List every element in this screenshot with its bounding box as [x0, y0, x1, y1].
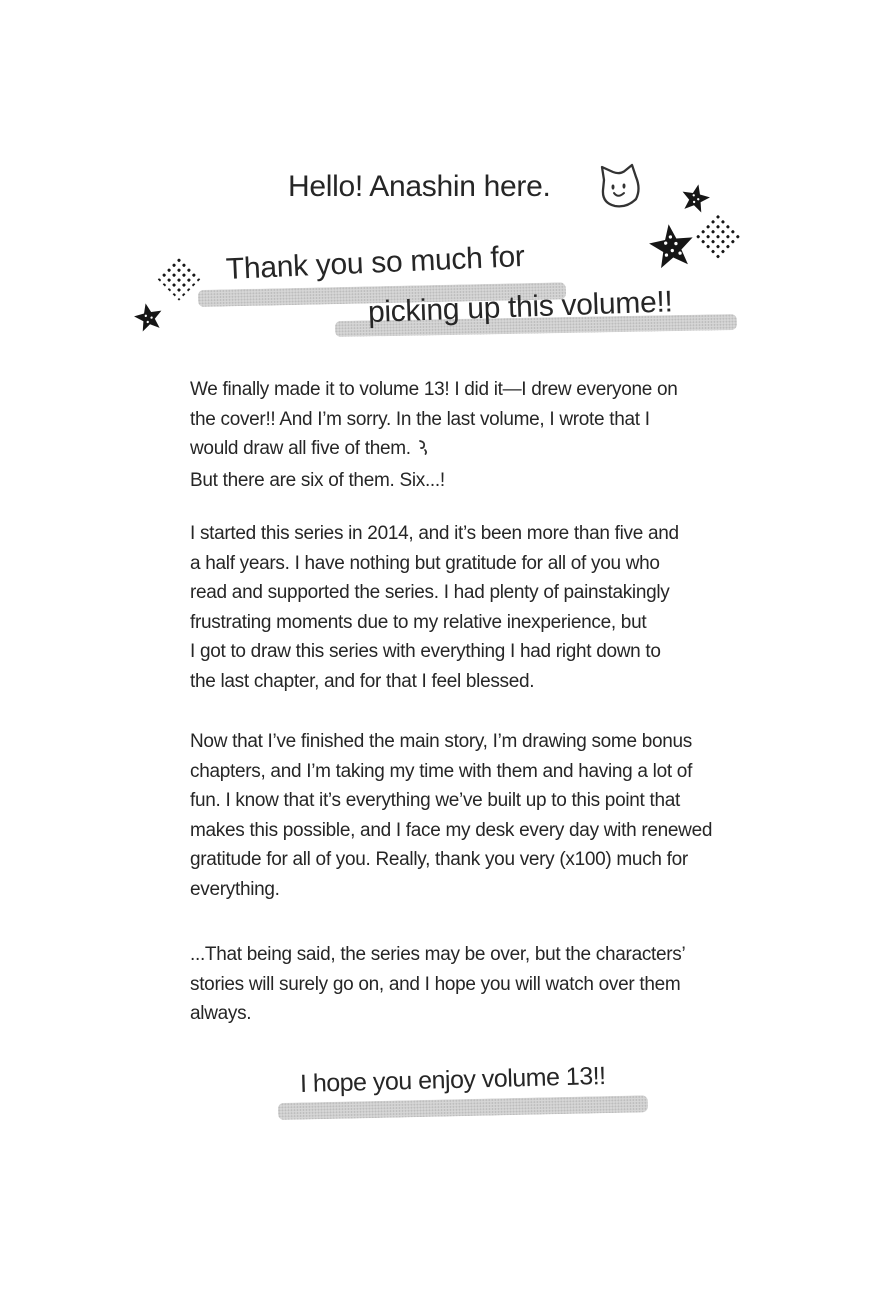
- text-line: I started this series in 2014, and it’s been more than five and: [190, 523, 679, 544]
- text-line: a half years. I have nothing but gratitude for all of you who: [190, 552, 660, 574]
- closing-heading: I hope you enjoy volume 13!!: [299, 1062, 606, 1098]
- text-line: ...That being said, the series may be over, but the characters’: [190, 944, 686, 965]
- afterword-paragraph-3: [190, 727, 712, 904]
- cat-face-icon: [595, 163, 645, 215]
- halftone-dots-left-icon: [156, 255, 201, 300]
- afterword-paragraph-2: [190, 519, 679, 696]
- text-line: stories will surely go on, and I hope you will watch over them: [190, 973, 681, 995]
- text-line: everything.: [190, 878, 280, 900]
- thanks-heading-line1: Thank you so much for: [225, 239, 526, 286]
- text-line: fun. I know that it’s everything we’ve built up to this point that: [190, 790, 680, 811]
- text-line: chapters, and I’m taking my time with them and having a lot of: [190, 760, 693, 782]
- text-line: the cover!! And I’m sorry. In the last volume, I wrote that I: [190, 408, 650, 430]
- text-line: We finally made it to volume 13! I did it—I drew everyone on: [190, 379, 678, 400]
- thanks-heading-line2: picking up this volume!!: [367, 285, 673, 329]
- text-line: the last chapter, and for that I feel blessed.: [190, 670, 535, 692]
- squiggle-icon: [416, 436, 429, 466]
- text-line-content: would draw all five of them.: [190, 438, 411, 459]
- text-line: gratitude for all of you. Really, thank you very (x100) much for: [190, 849, 688, 870]
- text-line: I got to draw this series with everything I had right down to: [190, 641, 661, 662]
- star-small-left-icon: [132, 300, 166, 338]
- afterword-paragraph-4: [190, 940, 685, 1029]
- star-small-right-icon: [678, 181, 712, 219]
- highlight-bar-3: [278, 1095, 648, 1120]
- afterword-paragraph-1: [190, 375, 678, 495]
- author-greeting: Hello! Anashin here.: [288, 170, 551, 203]
- star-big-right-icon: [647, 221, 697, 276]
- text-line: makes this possible, and I face my desk every day with renewed: [190, 819, 713, 841]
- text-line: Now that I’ve finished the main story, I’m drawing some bonus: [190, 731, 692, 752]
- text-line: frustrating moments due to my relative inexperience, but: [190, 611, 647, 633]
- text-line: [190, 434, 678, 466]
- text-line: read and supported the series. I had plenty of painstakingly: [190, 582, 670, 603]
- text-line: always.: [190, 1003, 252, 1024]
- text-line: But there are six of them. Six...!: [190, 469, 445, 491]
- halftone-dots-right-icon: [694, 212, 742, 260]
